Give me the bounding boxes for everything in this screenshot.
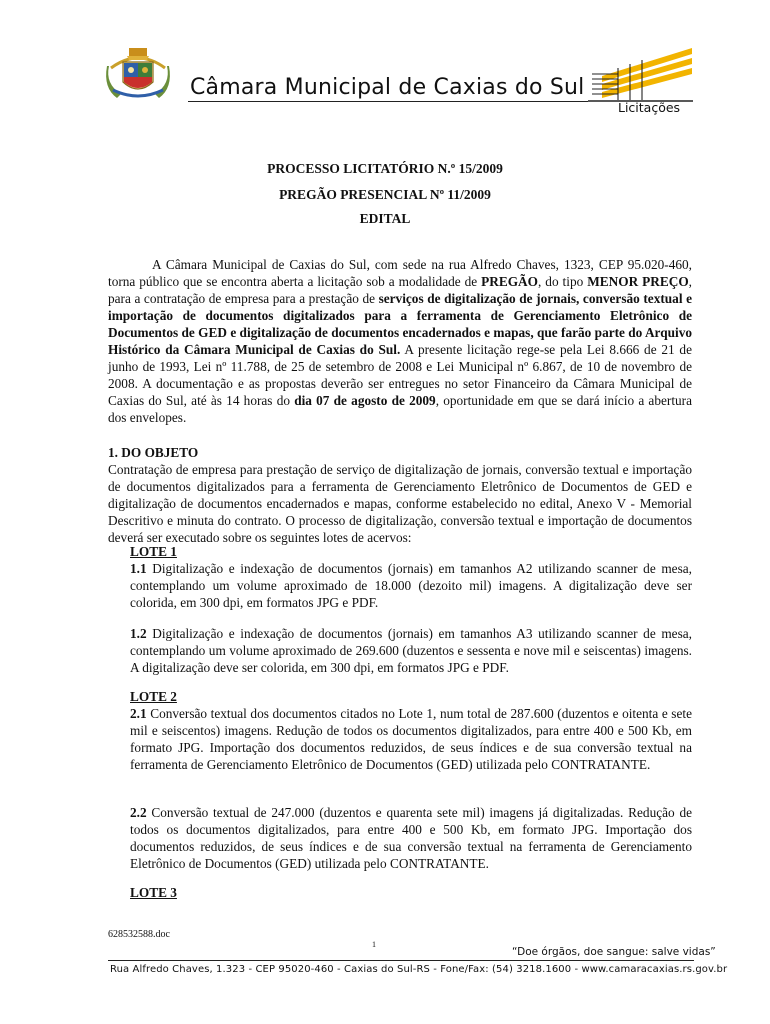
lot-item — [130, 560, 692, 611]
intro-text: A presente licitação rege-se pela Lei 8.666 de 21 de junho de 1993, Lei nº 11.788, de 25 de setembro de 2008 e Lei Municipal nº 6.867, de 10 de novembro de 2008. A documentação e as propostas deverão ser entregues no setor Financeiro da Câmara Municipal de Caxias do Sul, até às 14 horas do — [108, 342, 692, 408]
notice-title: EDITAL — [359, 211, 411, 226]
item-number: 1.2 — [130, 626, 147, 641]
header-rule — [188, 101, 588, 102]
lot-item — [130, 625, 692, 676]
item-text: Conversão textual dos documentos citados no Lote 1, num total de 287.600 (duzentos e oitenta e sete mil e seiscentos) imagens. Redução de todos os documentos digitalizados, para entre 400 e 500 Kb, em formato JPG. Importação dos documentos reduzidos, de seus índices e de sua conversão textual na ferramenta de Gerenciamento Eletrônico de Documentos (GED) utilizada pelo CONTRATANTE. — [130, 706, 692, 772]
footer-address: Rua Alfredo Chaves, 1.323 - CEP 95020-460 - Caxias do Sul-RS - Fone/Fax: (54) 3218.1600 - www.camaracaxias.rs.gov.br — [110, 964, 728, 975]
lot-item — [130, 804, 692, 872]
item-number: 1.1 — [130, 561, 147, 576]
intro-bold: dia 07 de agosto de 2009 — [294, 393, 436, 408]
process-title: PROCESSO LICITATÓRIO N.º 15/2009 — [267, 161, 503, 176]
lot-heading: LOTE 3 — [130, 885, 177, 900]
file-name: 628532588.doc — [108, 929, 170, 940]
item-number: 2.1 — [130, 706, 147, 721]
intro-bold: PREGÃO — [481, 274, 539, 289]
intro-bold: MENOR PREÇO — [587, 274, 689, 289]
footer-rule — [108, 960, 694, 961]
item-text: Digitalização e indexação de documentos (jornais) em tamanhos A2 utilizando scanner de mesa, contemplando um volume aproximado de 18.000 (dezoito mil) imagens. A digitalização deve ser colorida, em 300 dpi, em formatos JPG e PDF. — [130, 561, 692, 610]
coat-of-arms-icon — [103, 44, 173, 102]
organization-title: Câmara Municipal de Caxias do Sul — [190, 75, 585, 100]
building-logo-icon — [588, 46, 693, 102]
intro-text: , oportunidade em que se dará início a abertura dos envelopes. — [108, 393, 692, 425]
intro-paragraph — [108, 256, 692, 426]
intro-bold: serviços de digitalização de jornais, conversão textual e importação de documentos digitalizados para a ferramenta de Gerenciamento Eletrônico de Documentos de GED e digitalização de documentos encadernados e mapas, que farão parte do Arquivo Histórico da Câmara Municipal de Caxias do Sul. — [108, 291, 692, 357]
item-text: Conversão textual de 247.000 (duzentos e quarenta sete mil) imagens já digitalizadas. Redução de todos os documentos digitalizados, para entre 400 e 500 Kb, em formato JPG. Importação dos documentos reduzidos, de seus índices e de sua conversão textual na ferramenta de Gerenciamento Eletrônico de Documentos (GED) utilizada pelo CONTRATANTE. — [130, 805, 692, 871]
item-text: Digitalização e indexação de documentos (jornais) em tamanhos A3 utilizando scanner de mesa, contemplando um volume aproximado de 269.600 (duzentos e sessenta e nove mil e seiscentas) imagens. A digitalização deve ser colorida, em 300 dpi, em formatos JPG e PDF. — [130, 626, 692, 675]
lot-heading: LOTE 2 — [130, 689, 177, 704]
auction-title: PREGÃO PRESENCIAL Nº 11/2009 — [279, 187, 491, 202]
intro-text: , para a contratação de empresa para a prestação de — [108, 274, 692, 306]
intro-text: , do tipo — [538, 274, 588, 289]
lot-item — [130, 705, 692, 773]
section-text: Contratação de empresa para prestação de serviço de digitalização de jornais, conversão textual e importação de documentos digitalizados para a ferramenta de Gerenciamento Eletrônico de Documentos de GED e digitalização de documentos encadernados e mapas, conforme estabelecido no edital, Anexo V - Memorial Descritivo e minuta do contrato. O processo de digitalização, conversão textual e importação de documentos deverá ser executado sobre os seguintes lotes de acervos: — [108, 462, 692, 545]
intro-text: A Câmara Municipal de Caxias do Sul, com sede na rua Alfredo Chaves, 1323, CEP 95.020-460, torna público que se encontra aberta a licitação sob a modalidade de — [108, 257, 692, 289]
page-number: 1 — [372, 940, 376, 949]
lot-heading: LOTE 1 — [130, 544, 177, 559]
section-heading: 1. DO OBJETO — [108, 445, 199, 460]
section-label: Licitações — [618, 100, 681, 115]
footer-slogan: “Doe órgãos, doe sangue: salve vidas” — [512, 946, 716, 958]
item-number: 2.2 — [130, 805, 147, 820]
